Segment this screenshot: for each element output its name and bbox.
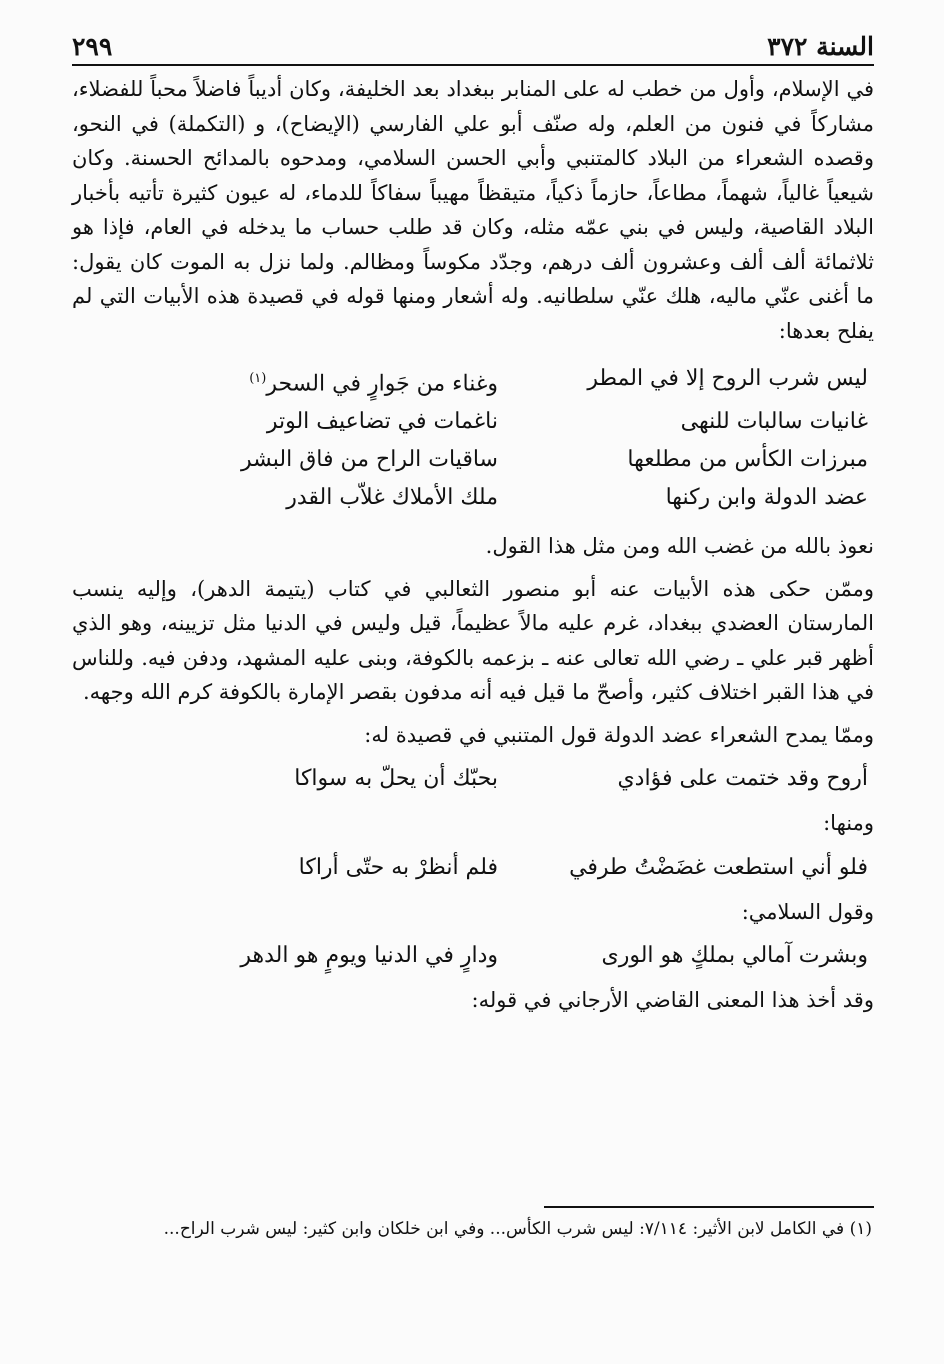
footnote-rule [544, 1206, 874, 1208]
page-header [72, 28, 874, 64]
verse-hemistich-second: ودارٍ في الدنيا ويومٍ هو الدهر [240, 943, 498, 969]
verse-hemistich-second: ناغمات في تضاعيف الوتر [266, 409, 498, 435]
verse-line [72, 360, 874, 403]
text-line: ولما نزل به الموت كان يقول: ما أغنى عنّي ماليه، هلك عنّي سلطانيه. وله أشعار ومنها [72, 249, 874, 308]
verse-hemistich-first: مبرزات الكأس من مطلعها [627, 447, 868, 473]
verse-hemistich-first: ليس شرب الروح إلا في المطر [587, 366, 868, 391]
verse-hemistich-first: غانيات سالبات للنهى [680, 409, 868, 435]
verse-hemistich-first: وبشرت آمالي بملكٍ هو الورى [601, 943, 868, 969]
verse-line [72, 479, 874, 517]
verse-hemistich-first: فلو أني استطعت غضَضْتُ طرفي [569, 854, 868, 880]
paragraph: وقد أخذ هذا المعنى القاضي الأرجاني في قوله: [471, 988, 874, 1013]
footnote-line: الراح... [163, 1219, 215, 1239]
verse-hemistich-second: ملك الأملاك غلاّب القدر [286, 485, 498, 511]
text-line: للفضلاء، مشاركاً في فنون من العلم، وله صنّف أبو علي الفارسي (الإيضاح)، و (التكملة) [72, 77, 874, 136]
text-line: في النحو، وقصده الشعراء من البلاد كالمتنبي وأبي الحسن السلامي، ومدحوه بالمدائح [72, 111, 874, 170]
text-line: في الإسلام، وأول من خطب له على المنابر ببغداد بعد الخليفة، وكان أديباً فاضلاً محباً [150, 77, 874, 101]
verse-line [72, 760, 874, 798]
text-line: الله وجهه. [82, 680, 171, 705]
verse-hemistich-second: فلم أنظرْ به حتّى أراكا [298, 854, 498, 880]
verse-hemistich-first: أروح وقد ختمت على فؤادي [617, 766, 868, 792]
hemistich-text: وغناء من جَوارٍ في السحر [266, 371, 498, 397]
footnote [72, 1214, 872, 1244]
text-line: الذي أظهر قبر علي ـ رضي الله تعالى عنه ـ بزعمه بالكوفة، وبنى عليه المشهد، ودفن فيه. [72, 611, 874, 670]
text-line: وللناس في هذا القبر اختلاف كثير، وأصحّ ما قيل فيه أنه مدفون بقصر الإمارة بالكوفة كرم [72, 645, 874, 705]
text-line: قوله في قصيدة هذه الأبيات التي لم يفلح بعدها: [72, 284, 874, 343]
paragraph [72, 72, 874, 348]
verse-hemistich-first: عضد الدولة وابن ركنها [665, 485, 868, 511]
text-line: يدخله في العام، فإذا هو ثلاثمائة ألف ألف وعشرون ألف درهم، وجدّد مكوساً ومظالم. [72, 215, 874, 274]
text-line: وممّن حكى هذه الأبيات عنه أبو منصور الثعالبي في كتاب (يتيمة الدهر)، وإليه ينسب [72, 576, 874, 601]
paragraph [72, 572, 874, 710]
paragraph: وممّا يمدح الشعراء عضد الدولة قول المتنبي في قصيدة له: [364, 722, 874, 747]
running-title: السنة ٣٧٢ [767, 31, 874, 61]
main-text [72, 72, 874, 1018]
verse-hemistich-second: ساقيات الراح من فاق البشر [241, 447, 498, 473]
poem-block [72, 360, 874, 517]
verse-hemistich-second: بحبّك أن يحلّ به سواكا [294, 766, 498, 792]
header-rule [72, 64, 874, 66]
verse-line [72, 441, 874, 479]
verse-hemistich-second [178, 360, 498, 403]
verse-line [72, 849, 874, 887]
footnote-marker: (١) [249, 371, 267, 386]
text-line: عيون كثيرة تأتيه بأخبار البلاد القاصية، وليس في بني عمّه مثله، وكان قد طلب حساب ما [72, 180, 874, 239]
footnote-line: (١) في الكامل لابن الأثير: ٧/١١٤: ليس شرب الكأس... وفي ابن خلكان وابن كثير: ليس شرب [220, 1219, 872, 1239]
paragraph: نعوذ بالله من غضب الله ومن مثل هذا القول. [485, 534, 874, 559]
paragraph: ومنها: [823, 811, 874, 836]
paragraph: وقول السلامي: [741, 899, 874, 924]
verse-line [72, 937, 874, 975]
text-line: المارستان العضدي ببغداد، غرم عليه مالاً عظيماً، قيل وليس في الدنيا مثل تزيينه، وهو [120, 611, 874, 636]
page-number: ٢٩٩ [72, 31, 113, 61]
verse-line [72, 403, 874, 441]
text-line: الحسنة. وكان شيعياً غالياً، شهماً، مطاعاً، حازماً ذكياً، متيقظاً مهيباً سفاكاً للدماء، له [72, 146, 874, 205]
